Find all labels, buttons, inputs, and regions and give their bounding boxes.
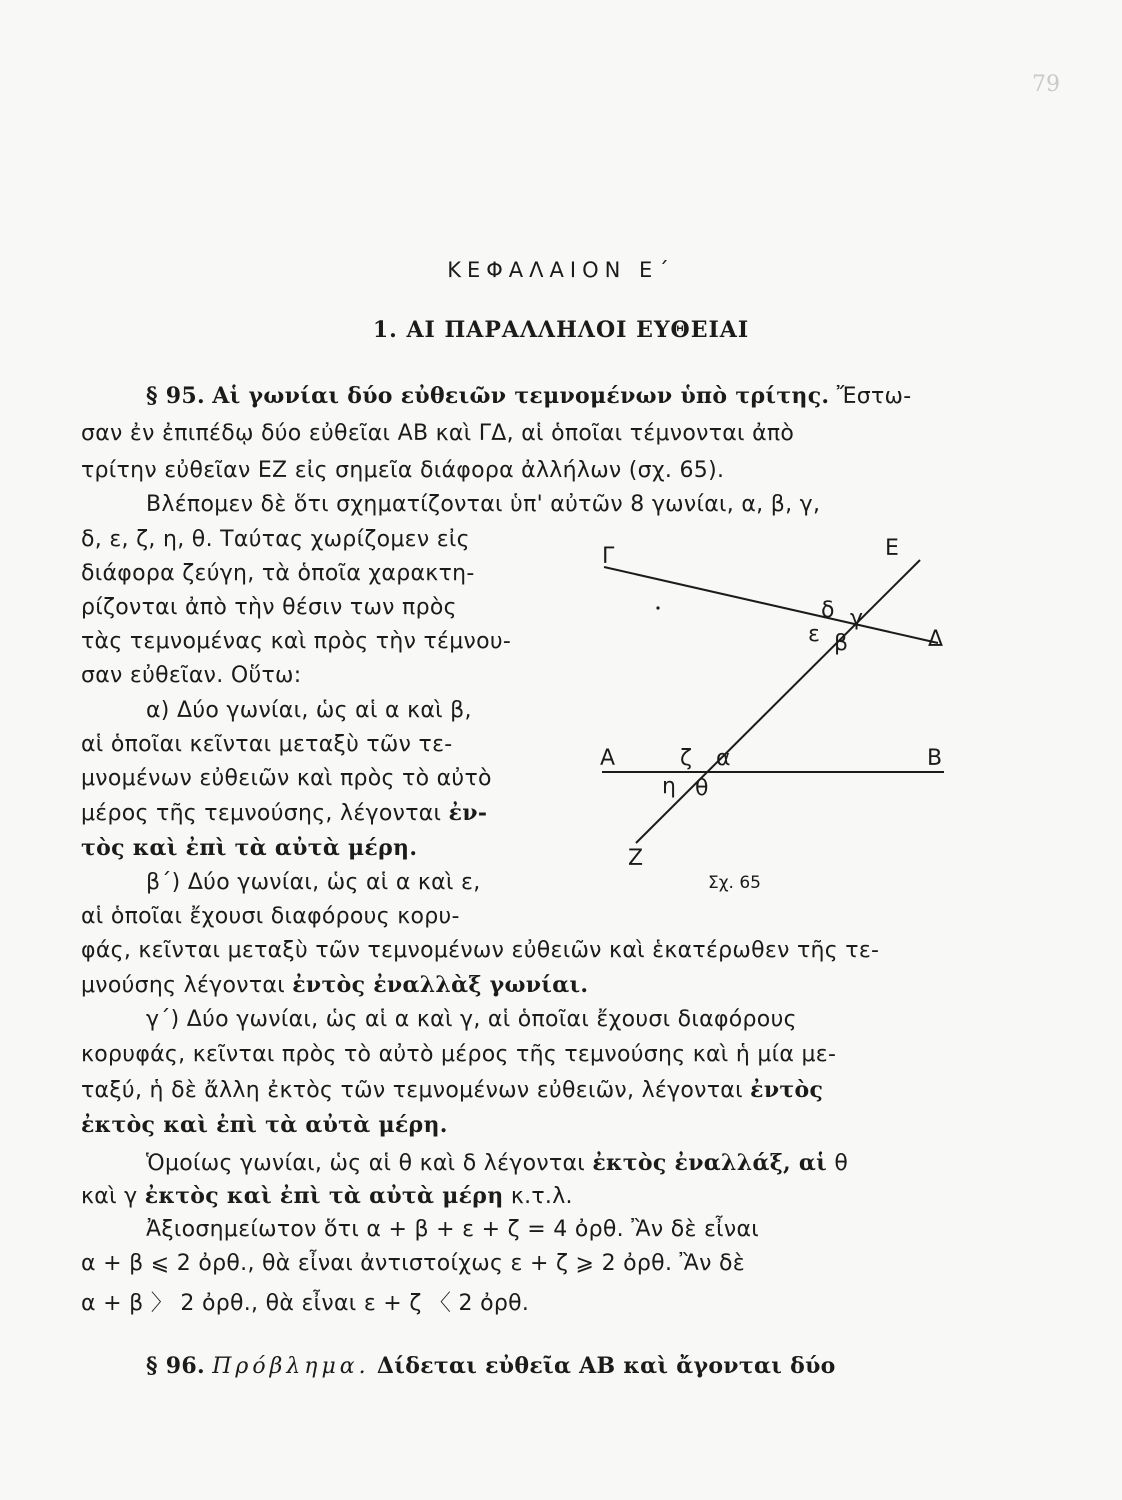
para-similarly-text: Ὁμοίως γωνίαι, ὡς αἱ θ καὶ δ λέγονται — [146, 1151, 586, 1176]
item-a-line4-text: μέρος τῆς τεμνούσης, λέγονται — [81, 801, 442, 826]
para96-line1 — [146, 1353, 836, 1379]
page-number: 79 — [1032, 72, 1060, 97]
item-a-line3: μνομένων εὐθειῶν καὶ πρὸς τὸ αὐτὸ — [81, 766, 492, 791]
item-a-line4-bold: ἐν- — [448, 800, 488, 826]
para-similarly-line1 — [146, 1150, 848, 1176]
formula-line2: α + β ⩽ 2 ὀρθ., θὰ εἶναι ἀντιστοίχως ε + ζ ⩾ 2 ὀρθ. Ἂν δὲ — [81, 1251, 745, 1276]
label-eta-small: η — [662, 774, 676, 799]
para95-title: Αἱ γωνίαι δύο εὐθειῶν τεμνομένων ὑπὸ τρίτης. — [212, 383, 830, 409]
para95-line3: τρίτην εὐθεῖαν ΕΖ εἰς σημεῖα διάφορα ἀλλήλων (σχ. 65). — [81, 458, 725, 483]
para-similarly-bold: ἐκτὸς ἐναλλάξ, αἱ — [592, 1150, 828, 1176]
para95-line5: δ, ε, ζ, η, θ. Ταύτας χωρίζομεν εἰς — [81, 527, 470, 552]
para95-line1 — [146, 383, 912, 409]
label-delta-small: δ — [821, 598, 835, 623]
item-b-line4-text: μνούσης λέγονται — [81, 973, 285, 998]
para-similarly-end: θ — [834, 1151, 849, 1176]
para95-line8: τὰς τεμνομένας καὶ πρὸς τὴν τέμνου- — [81, 629, 512, 654]
label-alpha-cap: Α — [600, 746, 616, 771]
formula-line1: Ἀξιοσημείωτον ὅτι α + β + ε + ζ = 4 ὀρθ. Ἂν δὲ εἶναι — [146, 1217, 760, 1242]
para-similarly-line2-end: κ.τ.λ. — [510, 1184, 573, 1209]
para95-line1-rest: Ἔστω- — [836, 384, 912, 409]
item-c-line1: γ΄) Δύο γωνίαι, ὡς αἱ α καὶ γ, αἱ ὁποῖαι ἔχουσι διαφόρους — [146, 1007, 797, 1032]
formula-line3: α + β 〉 2 ὀρθ., θὰ εἶναι ε + ζ 〈 2 ὀρθ. — [81, 1291, 530, 1316]
item-b-line1: β΄) Δύο γωνίαι, ὡς αἱ α καὶ ε, — [146, 870, 481, 895]
item-b-line3: φάς, κεῖνται μεταξὺ τῶν τεμνομένων εὐθειῶν καὶ ἑκατέρωθεν τῆς τε- — [81, 938, 880, 963]
label-epsilon-small: ε — [808, 622, 820, 647]
item-c-line2: κορυφάς, κεῖνται πρὸς τὸ αὐτὸ μέρος τῆς τεμνούσης καὶ ἡ μία με- — [81, 1042, 837, 1067]
label-alpha-small: α — [716, 746, 731, 771]
label-epsilon-cap: Ε — [885, 536, 899, 561]
para96-number: § 96. — [146, 1353, 205, 1379]
label-gamma-small: γ — [850, 606, 864, 631]
para-similarly-line2 — [81, 1183, 573, 1209]
item-b-line2: αἱ ὁποῖαι ἔχουσι διαφόρους κορυ- — [81, 904, 460, 929]
para95-line2: σαν ἐν ἐπιπέδῳ δύο εὐθεῖαι ΑΒ καὶ ΓΔ, αἱ ὁποῖαι τέμνονται ἀπὸ — [81, 421, 795, 446]
stray-dot — [656, 606, 659, 609]
line-gamma-delta — [604, 567, 938, 643]
item-c-line3-bold: ἐντὸς — [750, 1077, 824, 1103]
para-similarly-line2-start: καὶ γ — [81, 1184, 138, 1209]
item-a-line5: τὸς καὶ ἐπὶ τὰ αὐτὰ μέρη. — [81, 835, 418, 861]
item-a-line4 — [81, 800, 487, 826]
figure-caption: Σχ. 65 — [708, 873, 762, 893]
para95-line4: Βλέπομεν δὲ ὅτι σχηματίζονται ὑπ' αὐτῶν 8 γωνίαι, α, β, γ, — [146, 492, 821, 517]
label-delta-cap: Δ — [928, 627, 944, 652]
line-epsilon-zeta — [636, 560, 920, 843]
para96-label: Πρόβλημα. — [212, 1354, 370, 1379]
para95-line7: ρίζονται ἀπὸ τὴν θέσιν των πρὸς — [81, 595, 457, 620]
para96-text: Δίδεται εὐθεῖα ΑΒ καὶ ἄγονται δύο — [376, 1353, 836, 1379]
item-b-line4 — [81, 972, 588, 998]
para95-number: § 95. — [146, 383, 205, 409]
para95-line6: διάφορα ζεύγη, τὰ ὁποῖα χαρακτη- — [81, 561, 475, 586]
label-beta-cap: Β — [927, 746, 943, 771]
chapter-heading: ΚΕΦΑΛΑΙΟΝ Ε΄ — [447, 258, 675, 282]
item-c-line4: ἐκτὸς καὶ ἐπὶ τὰ αὐτὰ μέρη. — [81, 1112, 448, 1138]
para95-line9: σαν εὐθεῖαν. Οὕτω: — [81, 663, 302, 688]
label-zeta-cap: Ζ — [628, 846, 644, 871]
label-zeta-small: ζ — [680, 746, 692, 771]
para-similarly-line2-bold: ἐκτὸς καὶ ἐπὶ τὰ αὐτὰ μέρη — [144, 1183, 504, 1209]
label-theta-small: θ — [695, 776, 709, 801]
item-c-line3-text: ταξύ, ἡ δὲ ἄλλη ἐκτὸς τῶν τεμνομένων εὐθειῶν, λέγονται — [81, 1078, 743, 1103]
label-gamma-cap: Γ — [602, 544, 615, 569]
item-a-line2: αἱ ὁποῖαι κεῖνται μεταξὺ τῶν τε- — [81, 732, 453, 757]
item-a-line1: α) Δύο γωνίαι, ὡς αἱ α καὶ β, — [146, 698, 472, 723]
figure-65 — [580, 525, 960, 900]
section-heading: 1. ΑΙ ΠΑΡΑΛΛΗΛΟΙ ΕΥΘΕΙΑΙ — [372, 317, 750, 343]
item-c-line3 — [81, 1077, 823, 1103]
item-b-line4-bold: ἐντὸς ἐναλλὰξ γωνίαι. — [292, 972, 589, 998]
label-beta-small: β — [834, 631, 849, 656]
